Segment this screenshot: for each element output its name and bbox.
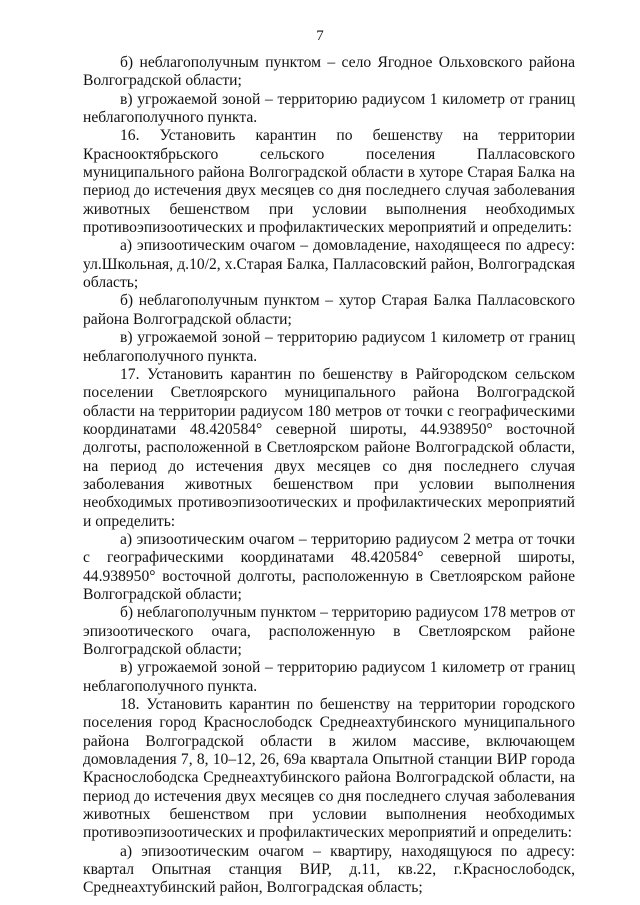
paragraph-16b: б) неблагополучным пунктом – хутор Старая Балка Палласовского района Волгоградской области; bbox=[83, 292, 575, 328]
paragraph-16v-threatened-zone: в) угрожаемой зоной – территорию радиусом 1 километр от границ неблагополучного пункта. bbox=[83, 90, 575, 127]
page-number: 7 bbox=[316, 28, 324, 44]
paragraph-16v: в) угрожаемой зоной – территорию радиусом 1 километр от границ неблагополучного пункта. bbox=[83, 329, 575, 365]
paragraph-17: 17. Установить карантин по бешенству в Райгородском сельском поселении Светлоярского муниципального района Волгоградской области на территории радиусом 180 метров от точки с географическими координатами 48.420584° северной широты, 44.938950° восточной долготы, расположенной в Светлоярском районе Волгоградской области, на период до истечения двух месяцев со дня последнего случая заболевания животных бешенством при условии выполнения необходимых противоэпизоотических и профилактических мероприятий и определить: bbox=[83, 365, 575, 530]
paragraph-16b-unfavorable-point: б) неблагополучным пунктом – село Ягодное Ольховского района Волгоградской области; bbox=[83, 54, 575, 90]
paragraph-18: 18. Установить карантин по бешенству на территории городского поселения город Краснослободск Среднеахтубинского муниципального района Волгоградской области в жилом массиве, включающем домовладения 7, 8, 10–12, 26, 69а квартала Опытной станции ВИР города Краснослободска Среднеахтубинского района Волгоградской области, на период до истечения двух месяцев со дня последнего случая заболевания животных бешенством при условии выполнения необходимых противоэпизоотических и профилактических мероприятий и определить: bbox=[83, 696, 575, 842]
document-body bbox=[83, 54, 575, 898]
paragraph-16: 16. Установить карантин по бешенству на территории Краснооктябрьского сельского поселения Палласовского муниципального района Волгоградской области в хуторе Старая Балка на период до истечения двух месяцев со дня последнего случая заболевания животных бешенством при условии выполнения необходимых противоэпизоотических и профилактических мероприятий и определить: bbox=[83, 127, 575, 237]
paragraph-17v: в) угрожаемой зоной – территорию радиусом 1 километр от границ неблагополучного пункта. bbox=[83, 659, 575, 695]
paragraph-16a-epizootic-focus: а) эпизоотическим очагом – домовладение, находящееся по адресу: ул.Школьная, д.10/2, х.Старая Балка, Палласовский район, Волгоградская область; bbox=[83, 237, 575, 292]
paragraph-17b: б) неблагополучным пунктом – территорию радиусом 178 метров от эпизоотического очага, расположенную в Светлоярском районе Волгоградской области; bbox=[83, 604, 575, 658]
paragraph-18a: а) эпизоотическим очагом – квартиру, находящуюся по адресу: квартал Опытная станция ВИР, д.11, кв.22, г.Краснослободск, Среднеахтубинский район, Волгоградская область; bbox=[83, 842, 575, 897]
paragraph-17a: а) эпизоотическим очагом – территорию радиусом 2 метра от точки с географическими координатами 48.420584° северной широты, 44.938950° восточной долготы, расположенную в Светлоярском районе Волгоградской области; bbox=[83, 530, 575, 603]
